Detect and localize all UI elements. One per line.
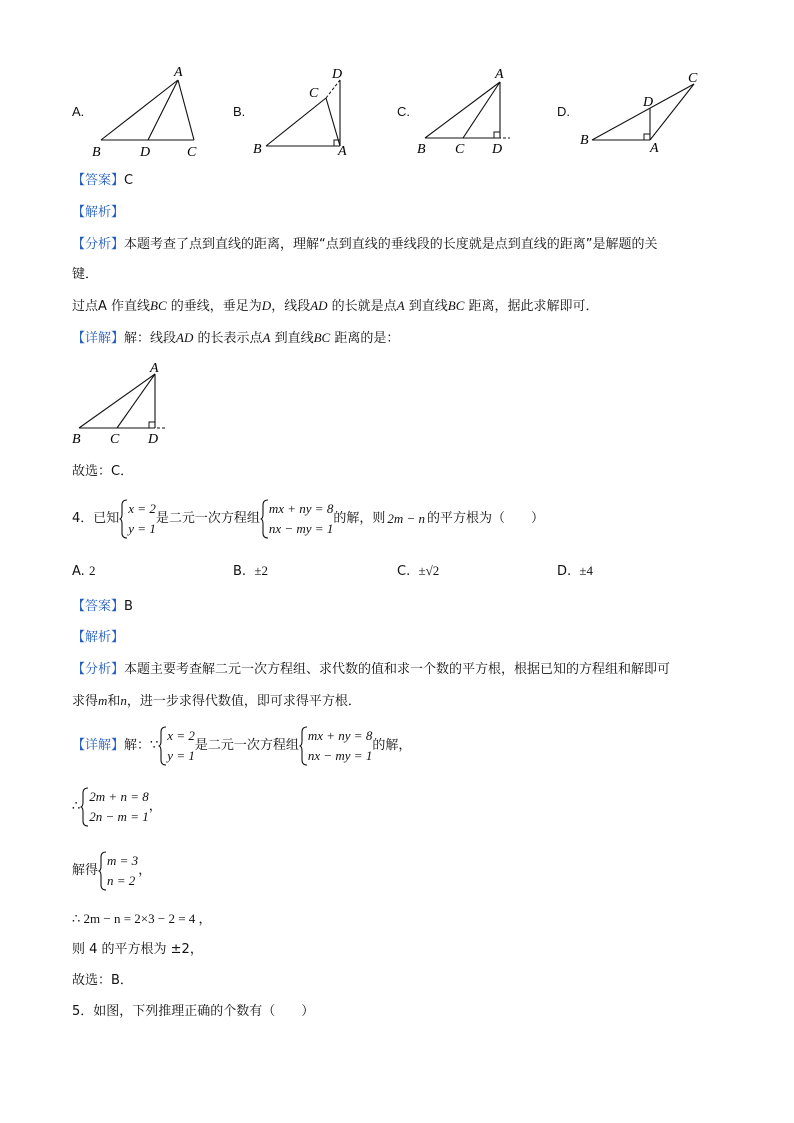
q4-equation-system: mx + ny = 8 nx − my = 1 xyxy=(260,499,333,539)
svg-text:B: B xyxy=(253,142,262,157)
q5-stem: 5．如图，下列推理正确的个数有（ ） xyxy=(72,1004,315,1019)
figure-c-triangle xyxy=(412,62,522,162)
q4-calculation: ∴ 2m − n = 2×3 − 2 = 4 ， xyxy=(72,911,212,926)
figure-d-triangle xyxy=(576,62,706,162)
svg-text:C: C xyxy=(110,432,120,447)
q4-stem: 4．已知 x = 2 y = 1 是二元一次方程组 mx + ny = 8 nx − my = 1 的解，则 2m − n 的平方根为（ ） xyxy=(72,498,544,540)
answer-value: C xyxy=(124,173,134,188)
q3-answer xyxy=(72,172,133,190)
figure-b-triangle xyxy=(250,62,365,162)
svg-text:C: C xyxy=(187,145,197,160)
figure-a-triangle xyxy=(86,62,216,162)
svg-text:C: C xyxy=(688,71,698,86)
q4-detail-line: 【详解】 解：∵ x = 2 y = 1 是二元一次方程组 mx + ny = 8 nx − my = 1 的解， xyxy=(72,728,412,763)
q4-option-b: B. ±2 xyxy=(233,563,268,579)
q4-fenxi-line2: 求得m和n，进一步求得代数值，即可求得平方根． xyxy=(72,693,361,709)
svg-text:C: C xyxy=(455,142,465,157)
detail-tag: 【详解】 xyxy=(72,331,125,346)
svg-text:A: A xyxy=(150,361,159,376)
q3-choose: 故选：C． xyxy=(72,464,134,479)
q4-solve-system: 解得 m = 3 n = 2 ， xyxy=(72,853,152,888)
q4-answer: 【答案】B xyxy=(72,599,133,614)
figure-c-label: C. xyxy=(397,104,410,119)
svg-text:D: D xyxy=(140,145,151,160)
svg-text:D: D xyxy=(643,95,654,110)
q4-fenxi-line1: 【分析】本题主要考查解二元一次方程组、求代数的值和求一个数的平方根，根据已知的方程组和解即可 xyxy=(72,662,671,677)
svg-text:A: A xyxy=(174,65,183,80)
fenxi-tag: 【分析】 xyxy=(72,237,125,252)
figure-d-label: D. xyxy=(557,104,570,119)
analysis-tag: 【解析】 xyxy=(72,205,125,220)
q4-option-d: D. ±4 xyxy=(557,563,594,579)
svg-text:D: D xyxy=(492,142,503,157)
q4-analysis-heading: 【解析】 xyxy=(72,630,125,645)
q4-solution-system: x = 2 y = 1 xyxy=(119,499,156,539)
fenxi-text: 本题考查了点到直线的距离，理解“点到直线的垂线段的长度就是点到直线的距离”是解题的关 xyxy=(124,237,658,252)
svg-text:B: B xyxy=(580,133,589,148)
q4-square-root-result: 则 4 的平方根为 ±2， xyxy=(72,942,203,957)
figure-b-label: B. xyxy=(233,104,246,119)
svg-text:A: A xyxy=(495,67,504,82)
svg-text:D: D xyxy=(148,432,159,447)
svg-text:A: A xyxy=(650,141,659,156)
figure-a-label: A. xyxy=(72,104,85,119)
q4-therefore-system: ∴ 2m + n = 8 2n − m = 1 ， xyxy=(72,789,162,824)
svg-text:A: A xyxy=(338,144,347,159)
svg-text:D: D xyxy=(332,67,343,82)
q3-detail-line: 【详解】解：线段AD 的长表示点A 到直线BC 距离的是： xyxy=(72,330,400,346)
svg-text:B: B xyxy=(92,145,101,160)
q3-method-line: 过点A 作直线BC 的垂线，垂足为D，线段AD 的长就是点A 到直线BC 距离，据此求解即可． xyxy=(72,298,599,314)
svg-text:B: B xyxy=(417,142,426,157)
q3-fenxi-line1 xyxy=(72,236,658,254)
svg-text:B: B xyxy=(72,432,81,447)
q4-option-a: A. 2 xyxy=(72,563,96,579)
q3-fenxi-line2: 键． xyxy=(72,267,99,282)
q3-analysis-heading xyxy=(72,204,124,222)
solution-triangle-figure xyxy=(66,358,186,450)
q4-choose: 故选：B． xyxy=(72,973,133,988)
svg-text:C: C xyxy=(309,86,319,101)
answer-tag: 【答案】 xyxy=(72,173,125,188)
q4-option-c: C. ±√2 xyxy=(397,563,440,579)
